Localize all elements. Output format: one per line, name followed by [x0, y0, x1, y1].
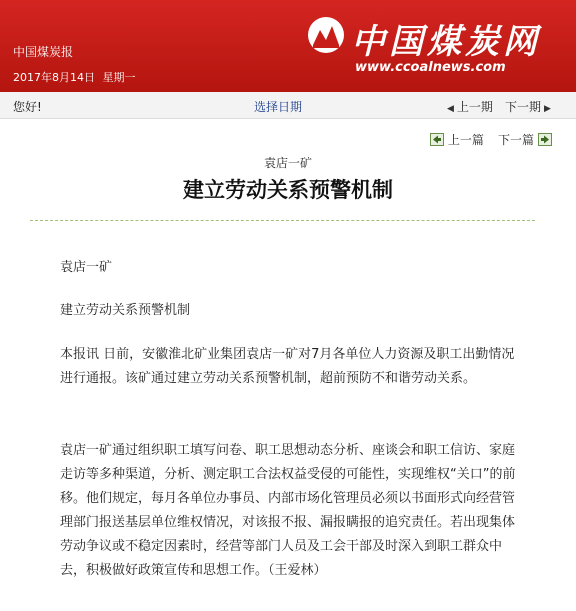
prev-issue-link[interactable] [447, 98, 493, 115]
next-article-label: 下一篇 [498, 133, 535, 147]
article-subtitle: 袁店一矿 [263, 156, 312, 170]
mountain-logo-icon [307, 16, 345, 54]
date-text: 2017年8月14日 [13, 71, 95, 84]
weekday-text: 星期一 [102, 71, 136, 84]
issue-date [13, 69, 140, 85]
article-title: 建立劳动关系预警机制 [183, 177, 393, 202]
masthead [0, 0, 576, 92]
prev-article-label: 上一篇 [447, 133, 484, 147]
arrow-left-icon [430, 133, 444, 146]
article-paragraph: 建立劳动关系预警机制 [60, 303, 191, 318]
brand-name: 中国煤炭网 [351, 22, 541, 62]
article-paragraph: 袁店一矿 [60, 260, 113, 275]
brand-url: www.ccoalnews.com [355, 60, 506, 75]
article-paragraph: 袁店一矿通过组织职工填写问卷、职工思想动态分析、座谈会和职工信访、家庭走访等多种渠道，分析、测定职工合法权益受侵的可能性，实现维权“关口”的前移。他们规定，每月各单位办事员、内部市场化管理员必须以书面形式向经营管理部门报送基层单位维权情况，对该报不报、漏报瞒报的追究责任。若出现集体劳动争议或不稳定因素时，经营等部门人员及工会干部及时深入到职工群众中去，积极做好政策宣传和思想工作。（王爱林） [60, 443, 516, 578]
site-logo[interactable] [307, 6, 569, 88]
select-date-link[interactable]: 选择日期 [254, 100, 303, 114]
triangle-right-icon: ▶ [544, 104, 551, 114]
next-issue-link[interactable] [505, 98, 551, 115]
next-issue-label: 下一期 [505, 100, 542, 114]
next-article-link[interactable] [498, 131, 552, 148]
prev-issue-label: 上一期 [456, 100, 493, 114]
greeting: 您好! [13, 100, 42, 114]
arrow-right-icon [538, 133, 552, 146]
prev-article-link[interactable] [430, 131, 484, 148]
triangle-left-icon: ◀ [447, 104, 454, 114]
article-paragraph: 本报讯 日前，安徽淮北矿业集团袁店一矿对7月各单位人力资源及职工出勤情况进行通报。该矿通过建立劳动关系预警机制，超前预防不和谐劳动关系。 [60, 347, 515, 386]
issue-navbar [0, 92, 576, 119]
paper-name: 中国煤炭报 [13, 45, 74, 59]
dashed-divider [30, 220, 535, 221]
